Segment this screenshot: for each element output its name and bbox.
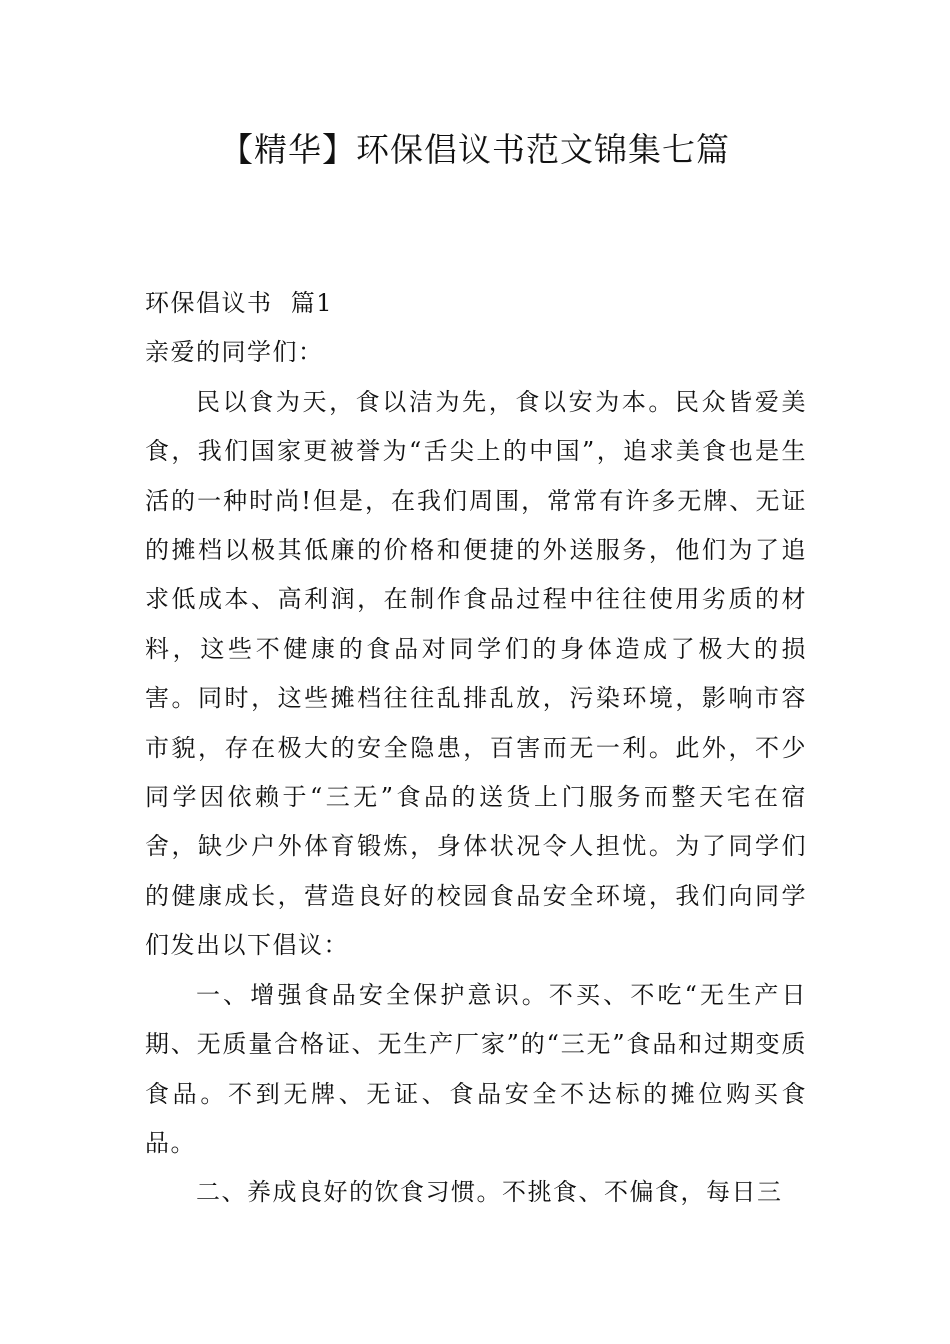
document-body: [145, 279, 807, 1218]
section-heading: 环保倡议书 篇1: [145, 289, 334, 317]
paragraph-point-1: 一、增强食品安全保护意识。不买、不吃“无生产日期、无质量合格证、无生产厂家”的“三无”食品和过期变质食品。不到无牌、无证、食品安全不达标的摊位购买食品。: [145, 980, 807, 1157]
paragraph-point-2: 二、养成良好的饮食习惯。不挑食、不偏食，每日三: [196, 1178, 783, 1207]
greeting: 亲爱的同学们：: [145, 338, 324, 367]
paragraph-intro: 民以食为天，食以洁为先，食以安为本。民众皆爱美食，我们国家更被誉为“舌尖上的中国”，追求美食也是生活的一种时尚!但是，在我们周围，常常有许多无牌、无证的摊档以极其低廉的价格和便捷的外送服务，他们为了追求低成本、高利润，在制作食品过程中往往使用劣质的材料，这些不健康的食品对同学们的身体造成了极大的损害。同时，这些摊档往往乱排乱放，污染环境，影响市容市貌，存在极大的安全隐患，百害而无一利。此外，不少同学因依赖于“三无”食品的送货上门服务而整天宅在宿舍，缺少户外体育锻炼，身体状况令人担忧。为了同学们的健康成长，营造良好的校园食品安全环境，我们向同学们发出以下倡议：: [145, 387, 807, 960]
document-title: 【精华】环保倡议书范文锦集七篇: [220, 130, 730, 169]
